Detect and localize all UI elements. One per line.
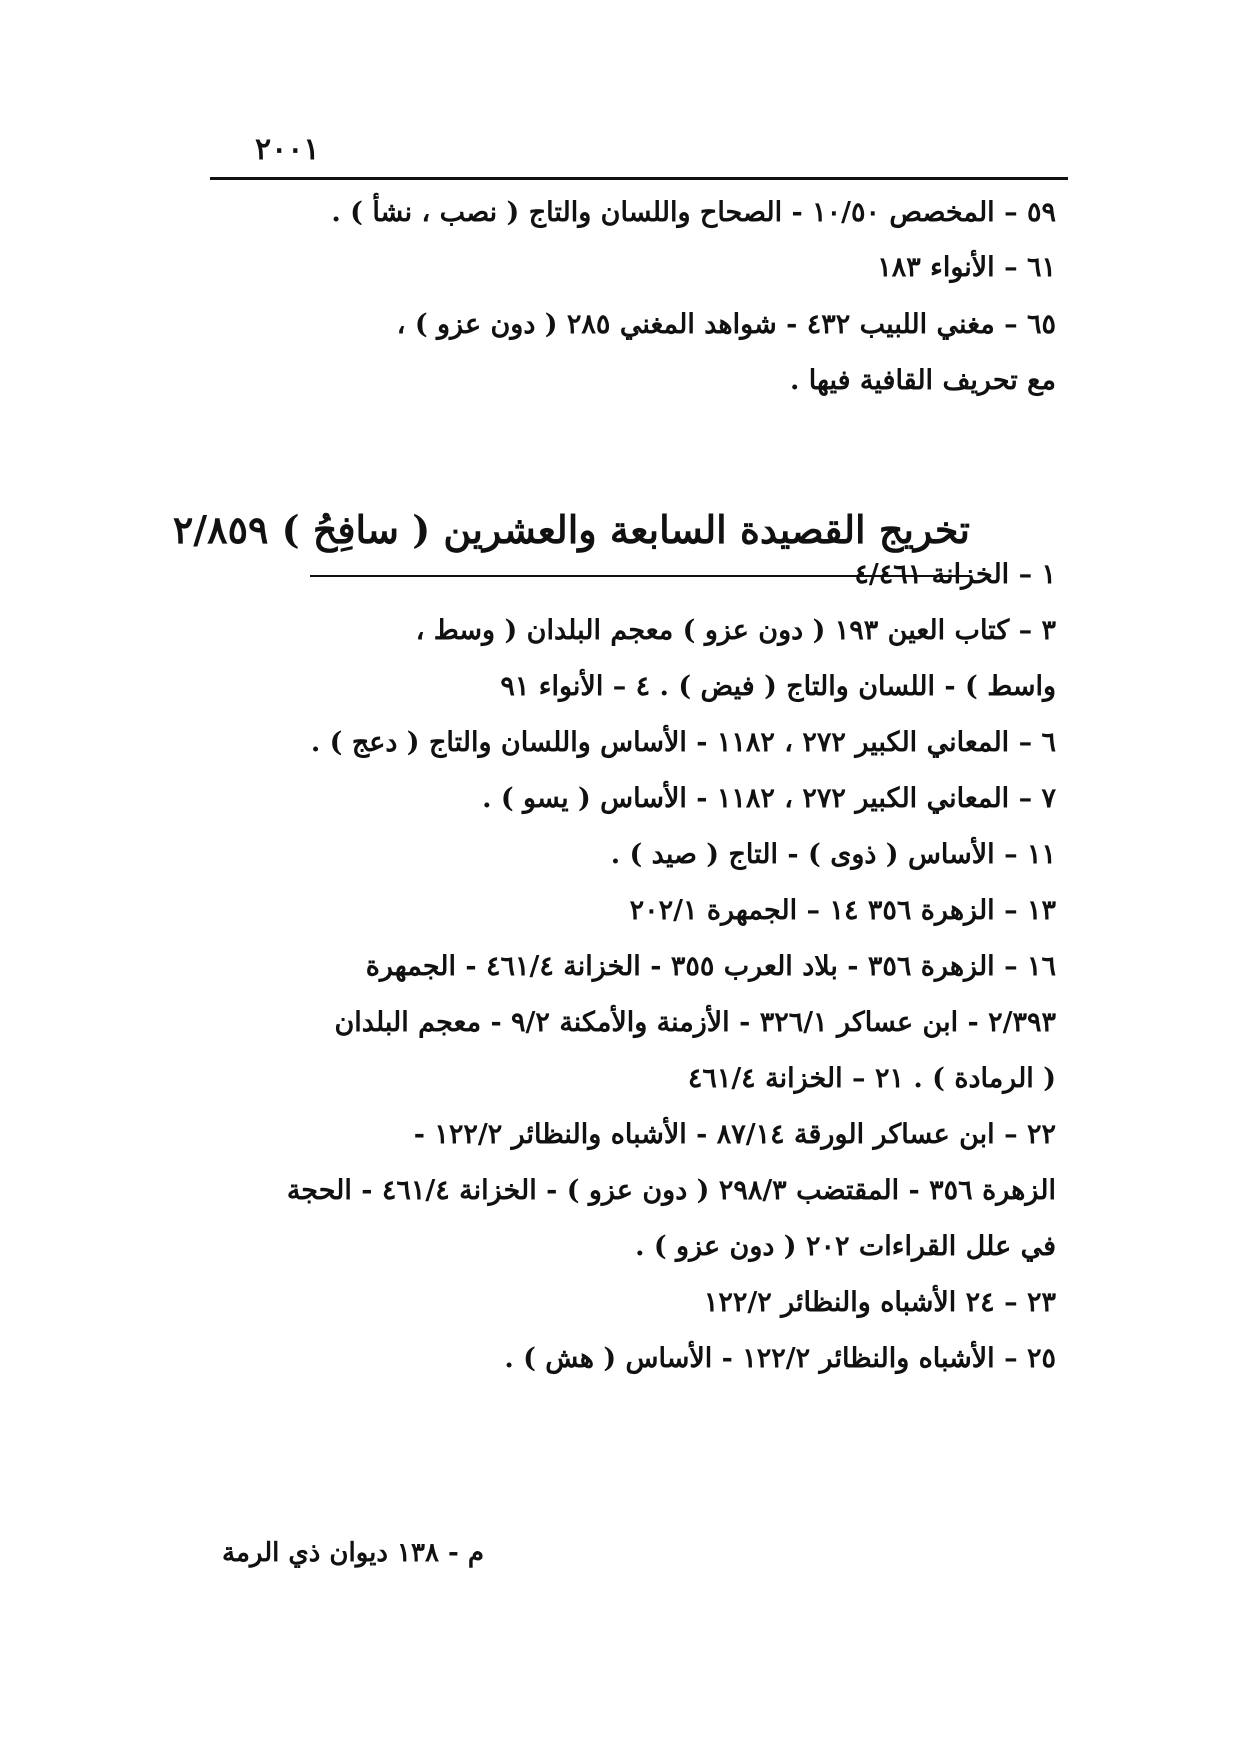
entry-16-continuation: ٢/٣٩٣ - ابن عساكر ٣٢٦/١ - الأزمنة والأمكنة ٩/٢ - معجم البلدان [334, 1007, 1056, 1038]
entry-23-24: ٢٣ – ٢٤ الأشباه والنظائر ١٢٢/٢ [703, 1287, 1056, 1318]
entry-59: ٥٩ – المخصص ١٠/٥٠ - الصحاح واللسان والتاج ( نصب ، نشأ ) . [331, 197, 1056, 228]
entry-1: ١ – الخزانة ٤/٤٦١ [854, 559, 1056, 590]
entry-25: ٢٥ – الأشباه والنظائر ١٢٢/٢ - الأساس ( هش ) . [504, 1343, 1056, 1374]
entry-6: ٦ – المعاني الكبير ٢٧٢ ، ١١٨٢ - الأساس واللسان والتاج ( دعج ) . [310, 727, 1056, 758]
entry-16-21: ( الرمادة ) . ٢١ – الخزانة ٤٦١/٤ [687, 1063, 1056, 1094]
entry-3: ٣ – كتاب العين ١٩٣ ( دون عزو ) معجم البلدان ( وسط ، [415, 615, 1056, 646]
entry-3-4: واسط ) - اللسان والتاج ( فيض ) . ٤ – الأنواء ٩١ [500, 671, 1056, 702]
entry-7: ٧ – المعاني الكبير ٢٧٢ ، ١١٨٢ - الأساس ( يسو ) . [482, 783, 1056, 814]
entry-22-end: في علل القراءات ٢٠٢ ( دون عزو ) . [635, 1231, 1056, 1262]
page-number: ٢٠٠١ [255, 132, 320, 167]
page-footer: م - ١٣٨ ديوان ذي الرمة [222, 1538, 484, 1568]
entry-61: ٦١ – الأنواء ١٨٣ [877, 252, 1056, 283]
section-title: تخريج القصيدة السابعة والعشرين ( سافِحُ ) ٢/٨٥٩ [172, 507, 970, 552]
entry-11: ١١ – الأساس ( ذوى ) - التاج ( صيد ) . [610, 839, 1056, 870]
header-rule [210, 177, 1068, 180]
entry-22-continuation: الزهرة ٣٥٦ - المقتضب ٢٩٨/٣ ( دون عزو ) - الخزانة ٤٦١/٤ - الحجة [286, 1175, 1056, 1206]
entry-65: ٦٥ – مغني اللبيب ٤٣٢ - شواهد المغني ٢٨٥ ( دون عزو ) ، [396, 309, 1056, 340]
entry-22: ٢٢ – ابن عساكر الورقة ٨٧/١٤ - الأشباه والنظائر ١٢٢/٢ - [413, 1119, 1056, 1150]
entry-16: ١٦ – الزهرة ٣٥٦ - بلاد العرب ٣٥٥ - الخزانة ٤٦١/٤ - الجمهرة [365, 951, 1056, 982]
entry-65-continuation: مع تحريف القافية فيها . [789, 365, 1056, 396]
entry-13-14: ١٣ – الزهرة ٣٥٦ ١٤ – الجمهرة ٢٠٢/١ [629, 895, 1056, 926]
